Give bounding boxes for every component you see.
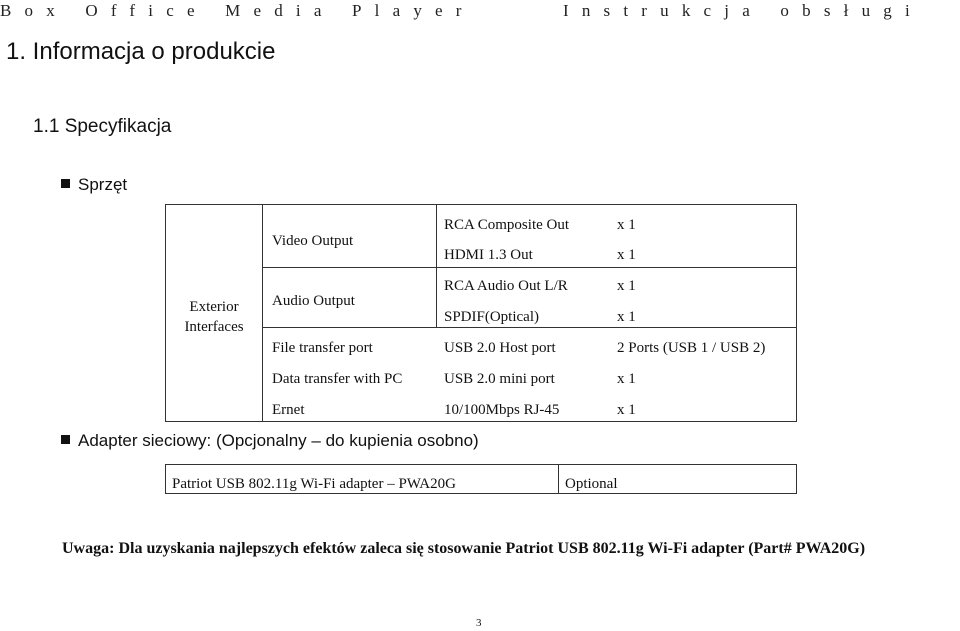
spec-item-qty: x 1	[617, 217, 636, 233]
note-text: Uwaga: Dla uzyskania najlepszych efektów zaleca się stosowanie Patriot USB 802.11g Wi-Fi adapter (Part# PWA20G)	[62, 540, 866, 557]
spec-item-name: SPDIF(Optical)	[444, 309, 539, 325]
spec-item-name: HDMI 1.3 Out	[444, 247, 533, 263]
hardware-bullet	[61, 175, 127, 195]
header-left-text: Box Office Media Player	[0, 1, 475, 20]
exterior-interfaces-label: Exterior Interfaces	[184, 299, 244, 335]
spec-row-value: USB 2.0 mini port	[444, 371, 555, 387]
adapter-table	[165, 464, 797, 494]
spec-item-qty: x 1	[617, 278, 636, 294]
spec-row-qty: 2 Ports (USB 1 / USB 2)	[617, 340, 766, 356]
spec-item-name: RCA Audio Out L/R	[444, 278, 568, 294]
square-bullet-icon	[61, 435, 70, 444]
running-header	[0, 0, 960, 22]
square-bullet-icon	[61, 179, 70, 188]
spec-item-qty: x 1	[617, 247, 636, 263]
spec-row-label: File transfer port	[272, 340, 373, 356]
network-bullet-text: Adapter sieciowy: (Opcjonalny – do kupienia osobno)	[78, 431, 479, 450]
spec-row-label: Data transfer with PC	[272, 371, 403, 387]
network-bullet	[61, 431, 479, 451]
section-heading: 1. Informacja o produkcie	[6, 38, 276, 65]
video-output-label: Video Output	[272, 233, 354, 249]
spec-row-qty: x 1	[617, 402, 636, 418]
spec-row-value: 10/100Mbps RJ-45	[444, 402, 560, 418]
adapter-status: Optional	[565, 476, 618, 492]
header-right-text: Instrukcja obsługi	[563, 1, 923, 20]
spec-item-qty: x 1	[617, 309, 636, 325]
spec-row-label: Ernet	[272, 402, 305, 418]
subsection-heading: 1.1 Specyfikacja	[33, 116, 172, 137]
hardware-bullet-text: Sprzęt	[78, 175, 128, 194]
audio-output-label: Audio Output	[272, 293, 355, 309]
spec-row-qty: x 1	[617, 371, 636, 387]
spec-table	[165, 204, 797, 422]
spec-item-name: RCA Composite Out	[444, 217, 570, 233]
adapter-name: Patriot USB 802.11g Wi-Fi adapter – PWA20G	[172, 476, 456, 492]
page-number: 3	[476, 617, 482, 629]
spec-row-value: USB 2.0 Host port	[444, 340, 556, 356]
